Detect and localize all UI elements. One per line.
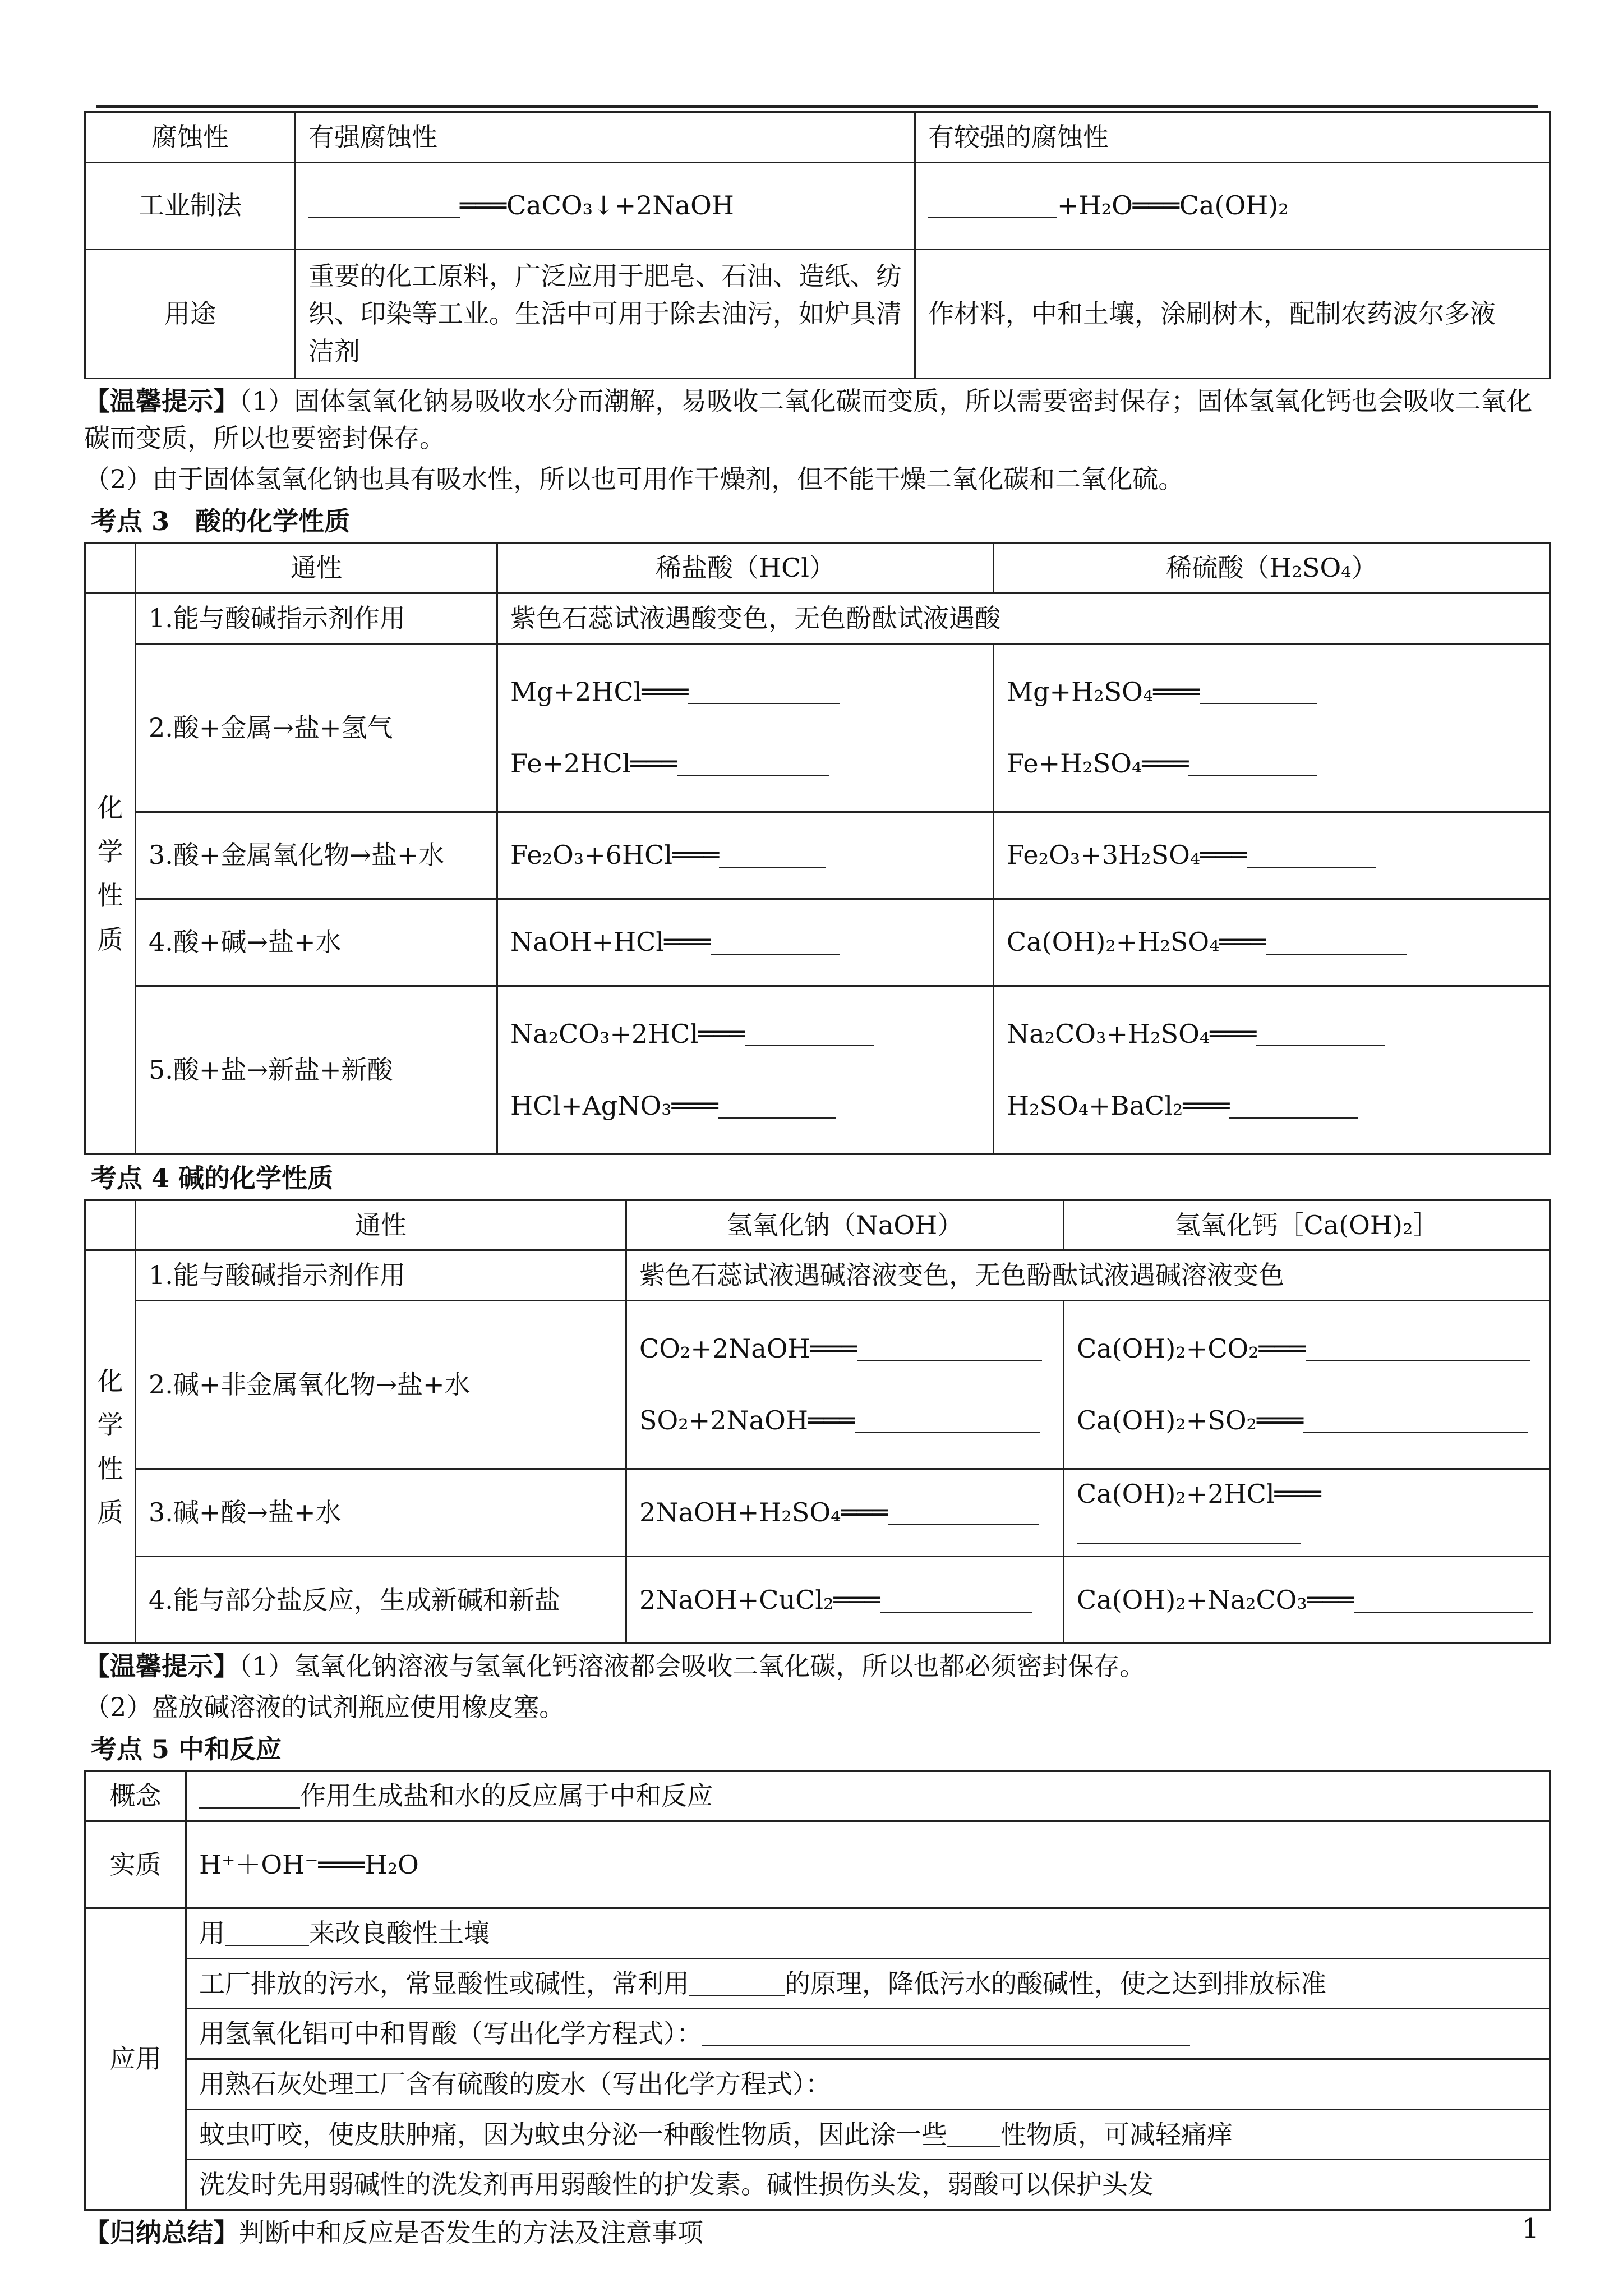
row-label: 概念 [85,1771,186,1821]
table-header [85,543,1550,593]
section-title-acid: 考点 3 酸的化学性质 [91,505,351,536]
table-naoh-caoh [84,111,1551,379]
h2so4-cell [994,986,1550,1154]
equation-text: Fe+H₂SO₄═══ [1007,748,1189,779]
property-cell: 4.酸+碱→盐+水 [136,899,497,986]
equation-text: ═══CaCO₃↓+2NaOH [460,190,734,221]
page-number: 1 [1521,2213,1539,2244]
row-uses [85,249,1550,378]
hcl-cell [497,986,994,1154]
tip-4: （2）盛放碱溶液的试剂瓶应使用橡皮塞。 [84,1691,565,1722]
property-cell: 1.能与酸碱指示剂作用 [136,1250,626,1301]
answer-blank[interactable] [719,841,826,868]
tip-label: 【温馨提示】 [84,385,239,416]
naoh-cell [626,1300,1064,1469]
equation-text: HCl+AgNO₃═══ [510,1091,718,1121]
answer-blank[interactable] [711,928,840,955]
answer-blank[interactable] [688,677,840,704]
application-text: 蚊虫叮咬，使皮肤肿痛，因为蚊虫分泌一种酸性物质，因此涂一些 [199,2119,947,2150]
value-cell: 紫色石蕊试液遇酸变色，无色酚酞试液遇酸 [497,593,1550,644]
tip-2: （2）由于固体氢氧化钠也具有吸水性，所以也可用作干燥剂，但不能干燥二氧化碳和二氧化硫。 [84,464,1184,495]
table-row [85,1250,1550,1301]
equation-text: Na₂CO₃+H₂SO₄═══ [1007,1018,1257,1049]
header-cell: 稀盐酸（HCl） [497,543,994,593]
section-title-base: 考点 4 碱的化学性质 [91,1162,334,1193]
essence-equation: H⁺＋OH⁻═══H₂O [186,1821,1550,1908]
naoh-cell [626,1557,1064,1644]
hcl-cell [497,812,994,899]
table-row [85,899,1550,986]
equation-text: Ca(OH)₂+Na₂CO₃═══ [1077,1584,1354,1615]
equation-text: Ca(OH)₂+SO₂═══ [1077,1405,1304,1436]
header-cell: 氢氧化钠（NaOH） [626,1200,1064,1250]
answer-blank[interactable] [928,191,1057,218]
answer-blank[interactable] [1256,1019,1385,1046]
equation-text: Ca(OH)₂+H₂SO₄═══ [1007,927,1266,958]
tip-text: （1）氢氧化钠溶液与氢氧化钙溶液都会吸收二氧化碳，所以也都必须密封保存。 [239,1651,1146,1682]
answer-blank[interactable] [1303,1406,1528,1433]
property-cell: 3.酸+金属氧化物→盐+水 [136,812,497,899]
cell-label: 腐蚀性 [85,112,296,163]
equation-text: 2NaOH+H₂SO₄═══ [639,1497,888,1528]
answer-blank[interactable] [1229,1092,1358,1119]
caoh-cell [1064,1469,1550,1556]
header-cell: 氢氧化钙［Ca(OH)₂］ [1064,1200,1550,1250]
side-label-text: 化学性质 [97,793,123,955]
answer-blank[interactable] [225,1919,309,1946]
table-row [85,812,1550,899]
equation-text: Ca(OH)₂+2HCl═══ [1077,1478,1321,1509]
table-row [85,1300,1550,1469]
equation-text: Fe₂O₃+6HCl═══ [510,840,720,871]
corner-cell [85,1200,136,1250]
answer-blank[interactable] [718,1092,836,1119]
answer-blank[interactable] [689,1970,785,1996]
table-row [85,2009,1550,2059]
cell-caoh: 有较强的腐蚀性 [915,112,1550,163]
equation-text: Fe+2HCl═══ [510,748,677,779]
equation-text: CO₂+2NaOH═══ [639,1333,857,1364]
answer-blank[interactable] [1200,677,1317,704]
equation-text: Fe₂O₃+3H₂SO₄═══ [1007,840,1247,871]
header-cell: 通性 [136,543,497,593]
row-industrial-preparation [85,162,1550,249]
answer-blank[interactable] [702,2019,1190,2046]
table-row [85,1557,1550,1644]
answer-blank[interactable] [857,1334,1042,1361]
application-cell [186,1958,1550,2009]
caoh-cell [1064,1300,1550,1469]
header-cell: 稀硫酸（H₂SO₄） [994,543,1550,593]
property-cell: 2.碱+非金属氧化物→盐+水 [136,1300,626,1469]
answer-blank[interactable] [677,749,829,776]
answer-blank[interactable] [199,1782,300,1809]
equation-text: Mg+H₂SO₄═══ [1007,676,1200,707]
hcl-cell [497,899,994,986]
table-row [85,2160,1550,2210]
table-neutralization [84,1770,1551,2211]
summary [84,2214,1551,2252]
answer-blank[interactable] [1306,1334,1530,1361]
application-cell [186,2109,1550,2160]
answer-blank[interactable] [1247,841,1376,868]
table-acid-properties [84,542,1551,1154]
answer-blank[interactable] [1266,928,1407,955]
application-cell [186,1908,1550,1959]
equation-text: NaOH+HCl═══ [510,927,711,958]
table-row [85,1908,1550,1959]
table-row [85,2059,1550,2110]
h2so4-cell [994,812,1550,899]
application-text: 工厂排放的污水，常显酸性或碱性，常利用 [199,1968,689,1999]
document-page [84,107,1551,2255]
table-row [85,1771,1550,1821]
cell-caoh [915,162,1550,249]
cell-label: 用途 [85,249,296,378]
corner-cell [85,543,136,593]
cell-naoh: 有强腐蚀性 [296,112,915,163]
equation-text: Mg+2HCl═══ [510,676,689,707]
cell-naoh [296,162,915,249]
table-row [85,1469,1550,1556]
hcl-cell [497,643,994,812]
application-cell: 洗发时先用弱碱性的洗发剂再用弱酸性的护发素。碱性损伤头发，弱酸可以保护头发 [186,2160,1550,2210]
summary-text: 判断中和反应是否发生的方法及注意事项 [239,2217,703,2248]
row-corrosiveness [85,112,1550,163]
application-cell: 用熟石灰处理工厂含有硫酸的废水（写出化学方程式）： [186,2059,1550,2110]
property-cell: 5.酸+盐→新盐+新酸 [136,986,497,1154]
table-row [85,986,1550,1154]
cell-naoh: 重要的化工原料，广泛应用于肥皂、石油、造纸、纺织、印染等工业。生活中可用于除去油污，如炉具清洁剂 [296,249,915,378]
equation-text: 2NaOH+CuCl₂═══ [639,1584,880,1615]
answer-blank[interactable] [880,1586,1032,1613]
table-base-properties [84,1199,1551,1645]
equation-text: SO₂+2NaOH═══ [639,1405,855,1436]
tip-3 [84,1648,1551,1685]
side-label [85,1250,136,1644]
table-row [85,593,1550,644]
tip-1 [84,383,1551,457]
application-cell [186,2009,1550,2059]
answer-blank[interactable] [855,1406,1040,1433]
equation-text: +H₂O═══Ca(OH)₂ [1057,190,1289,221]
table-row [85,1958,1550,2009]
equation-text: Ca(OH)₂+CO₂═══ [1077,1333,1306,1364]
tip-label: 【温馨提示】 [84,1651,239,1682]
cell-label: 工业制法 [85,162,296,249]
equation-text: Na₂CO₃+2HCl═══ [510,1018,745,1049]
application-text: 用 [199,1918,225,1948]
concept-text: 作用生成盐和水的反应属于中和反应 [300,1780,713,1811]
summary-label: 【归纳总结】 [84,2217,239,2248]
answer-blank[interactable] [308,191,460,218]
answer-blank[interactable] [1077,1517,1301,1544]
side-label-text: 化学性质 [97,1365,123,1528]
property-cell: 1.能与酸碱指示剂作用 [136,593,497,644]
answer-blank[interactable] [1354,1586,1533,1613]
application-text: 的原理，降低污水的酸碱性，使之达到排放标准 [785,1968,1326,1999]
naoh-cell [626,1469,1064,1556]
application-text: 来改良酸性土壤 [309,1918,490,1948]
table-row [85,643,1550,812]
concept-cell [186,1771,1550,1821]
answer-blank[interactable] [745,1019,874,1046]
value-cell: 紫色石蕊试液遇碱溶液变色，无色酚酞试液遇碱溶液变色 [626,1250,1550,1301]
h2so4-cell [994,899,1550,986]
table-header [85,1200,1550,1250]
table-row [85,2109,1550,2160]
equation-text: H₂SO₄+BaCl₂═══ [1007,1091,1230,1121]
section-title-neutralization: 考点 5 中和反应 [91,1733,282,1764]
property-cell: 3.碱+酸→盐+水 [136,1469,626,1556]
table-row [85,1821,1550,1908]
property-cell: 2.酸+金属→盐+氢气 [136,643,497,812]
property-cell: 4.能与部分盐反应，生成新碱和新盐 [136,1557,626,1644]
cell-caoh: 作材料，中和土壤，涂刷树木，配制农药波尔多液 [915,249,1550,378]
answer-blank[interactable] [947,2120,1000,2147]
application-text: 用氢氧化铝可中和胃酸（写出化学方程式）： [199,2018,702,2049]
row-label: 应用 [85,1908,186,2210]
h2so4-cell [994,643,1550,812]
side-label [85,593,136,1154]
caoh-cell [1064,1557,1550,1644]
answer-blank[interactable] [888,1498,1039,1525]
answer-blank[interactable] [1188,749,1317,776]
header-cell: 通性 [136,1200,626,1250]
row-label: 实质 [85,1821,186,1908]
application-text: 性物质，可减轻痛痒 [1000,2119,1233,2150]
tip-text: （1）固体氢氧化钠易吸收水分而潮解，易吸收二氧化碳而变质，所以需要密封保存；固体氢氧化钙也会吸收二氧化碳而变质，所以也要密封保存。 [84,385,1533,454]
